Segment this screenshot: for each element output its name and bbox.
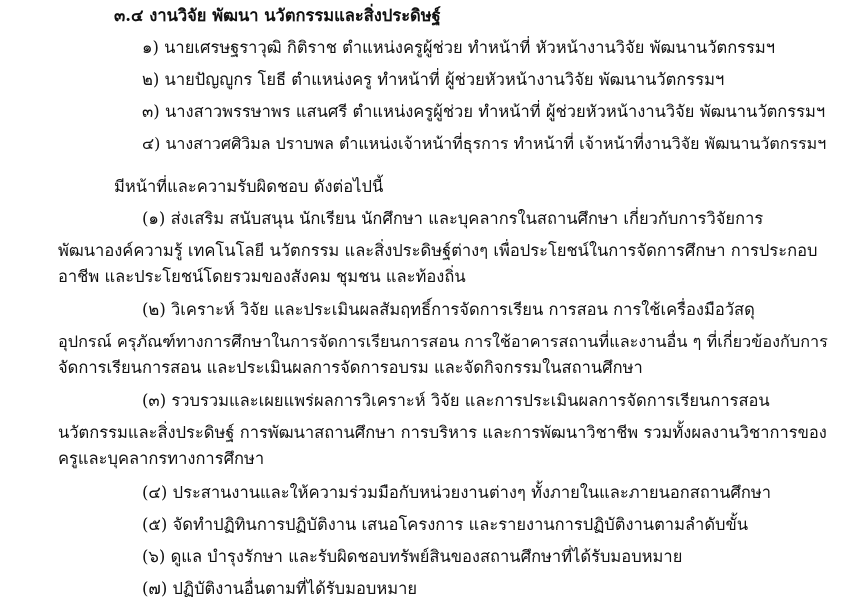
- section-title: ๓.๔ งานวิจัย พัฒนา นวัตกรรมและสิ่งประดิษฐ์: [114, 6, 441, 25]
- duty-line: (๔) ประสานงานและให้ความร่วมมือกับหน่วยงานต่างๆ ทั้งภายในและภายนอกสถานศึกษา: [142, 483, 771, 502]
- duty-line: (๖) ดูแล บำรุงรักษา และรับผิดชอบทรัพย์สินของสถานศึกษาที่ได้รับมอบหมาย: [142, 547, 683, 566]
- duty-line: (๗) ปฏิบัติงานอื่นตามที่ได้รับมอบหมาย: [142, 579, 418, 598]
- duty-line: (๑) ส่งเสริม สนับสนุน นักเรียน นักศึกษา และบุคลากรในสถานศึกษา เกี่ยวกับการวิจัยการ: [142, 209, 764, 228]
- member-item: ๑) นายเศรษฐราวุฒิ กิติราช ตำแหน่งครูผู้ช่วย ทำหน้าที่ หัวหน้างานวิจัย พัฒนานวัตกรรมฯ: [142, 38, 776, 57]
- duty-line: พัฒนาองค์ความรู้ เทคโนโลยี นวัตกรรม และสิ่งประดิษฐ์ต่างๆ เพื่อประโยชน์ในการจัดการศึกษา การประกอบ: [58, 241, 818, 260]
- duties-heading: มีหน้าที่และความรับผิดชอบ ดังต่อไปนี้: [114, 177, 384, 196]
- member-item: ๓) นางสาวพรรษาพร แสนศรี ตำแหน่งครูผู้ช่วย ทำหน้าที่ ผู้ช่วยหัวหน้างานวิจัย พัฒนานวัตกรรมฯ: [142, 102, 826, 121]
- member-item: ๔) นางสาวศศิวิมล ปราบพล ตำแหน่งเจ้าหน้าที่ธุรการ ทำหน้าที่ เจ้าหน้าที่งานวิจัย พัฒนานวัตกรรมฯ: [142, 134, 827, 153]
- duty-line: (๕) จัดทำปฏิทินการปฏิบัติงาน เสนอโครงการ และรายงานการปฏิบัติงานตามลำดับขั้น: [142, 515, 749, 534]
- duty-line: อุปกรณ์ ครุภัณฑ์ทางการศึกษาในการจัดการเรียนการสอน การใช้อาคารสถานที่และงานอื่น ๆ ที่เกี่ยวข้องกับการ: [58, 332, 828, 351]
- duty-line: (๓) รวบรวมและเผยแพร่ผลการวิเคราะห์ วิจัย และการประเมินผลการจัดการเรียนการสอน: [142, 391, 770, 410]
- duty-line: ครูและบุคลากรทางการศึกษา: [58, 449, 265, 468]
- duty-line: อาชีพ และประโยชน์โดยรวมของสังคม ชุมชน และท้องถิ่น: [58, 267, 466, 286]
- duty-line: จัดการเรียนการสอน และประเมินผลการจัดการอบรม และจัดกิจกรรมในสถานศึกษา: [58, 358, 643, 377]
- member-item: ๒) นายปัญญูกร โยธี ตำแหน่งครู ทำหน้าที่ ผู้ช่วยหัวหน้างานวิจัย พัฒนานวัตกรรมฯ: [142, 70, 725, 89]
- duty-line: (๒) วิเคราะห์ วิจัย และประเมินผลสัมฤทธิ์การจัดการเรียน การสอน การใช้เครื่องมือวัสดุ: [142, 300, 755, 319]
- duty-line: นวัตกรรมและสิ่งประดิษฐ์ การพัฒนาสถานศึกษา การบริหาร และการพัฒนาวิชาชีพ รวมทั้งผลงานวิชาการของ: [58, 423, 827, 442]
